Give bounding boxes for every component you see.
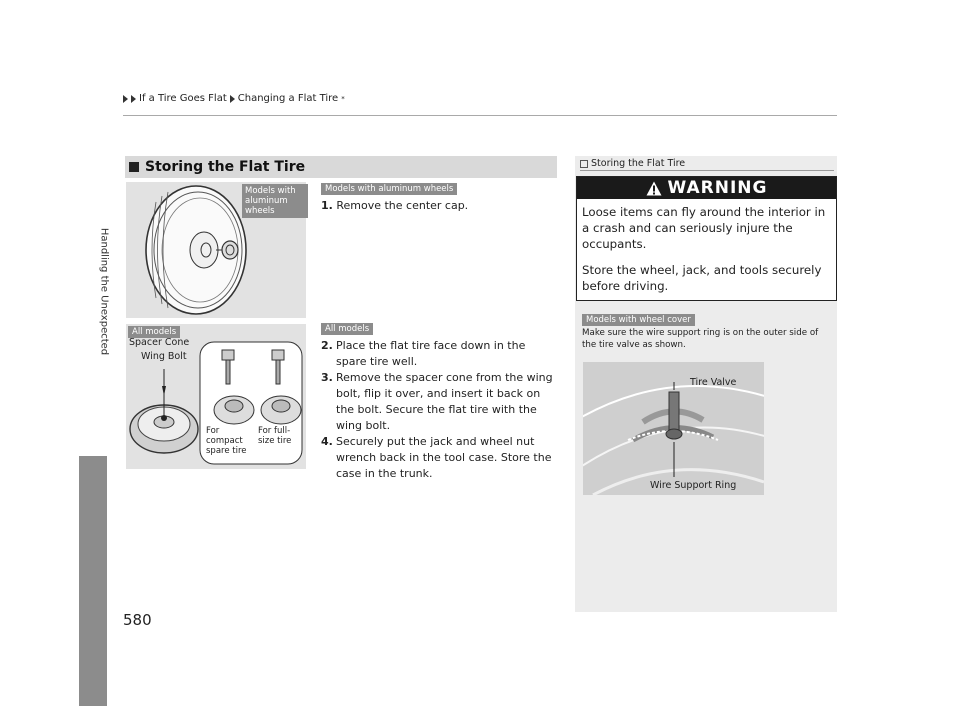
all-models-badge: All models — [321, 323, 373, 335]
sidebar-note: Make sure the wire support ring is on the outer side of the tire valve as shown. — [582, 328, 819, 350]
step-number: 3. — [321, 371, 333, 384]
warning-title: WARNING — [667, 178, 768, 198]
step-4 — [321, 434, 559, 482]
warning-header — [577, 177, 836, 199]
full-size-label: For full-size tire — [258, 426, 292, 446]
square-bullet-icon — [129, 162, 139, 172]
tire-valve-label: Tire Valve — [690, 377, 737, 388]
step-1 — [321, 198, 557, 214]
wing-bolt-label: Wing Bolt — [141, 351, 187, 362]
step-3 — [321, 370, 559, 434]
compact-spare-label: For compact spare tire — [206, 426, 247, 456]
steps-list — [321, 338, 559, 482]
arrow-icon — [123, 95, 128, 103]
section-title: Storing the Flat Tire — [145, 159, 306, 175]
image-label-aluminum: Models with aluminum wheels — [242, 184, 308, 218]
warning-text — [582, 204, 830, 304]
arrow-icon — [131, 95, 136, 103]
valve-drawing — [583, 362, 764, 495]
warning-paragraph-2: Store the wheel, jack, and tools securely before driving. — [582, 263, 822, 293]
sidebar-title-text: Storing the Flat Tire — [591, 158, 686, 169]
sidebar-rule — [580, 170, 834, 171]
wheel-cover-badge: Models with wheel cover — [582, 314, 695, 326]
warning-paragraph-1: Loose items can fly around the interior in a crash and can seriously injure the occupants. — [582, 205, 826, 251]
breadcrumb — [123, 93, 345, 104]
spacer-cone-label: Spacer Cone — [129, 337, 190, 348]
wire-ring-label: Wire Support Ring — [650, 480, 737, 491]
step-text: Securely put the jack and wheel nut wrench back in the tool case. Store the case in the trunk. — [336, 435, 552, 480]
breadcrumb-part1[interactable]: If a Tire Goes Flat — [139, 93, 227, 104]
image-label-all: All models — [128, 326, 180, 338]
step-number: 1. — [321, 199, 333, 212]
breadcrumb-marker: * — [341, 94, 345, 103]
step-text: Remove the spacer cone from the wing bolt, flip it over, and insert it back on the bolt. Secure the flat tire with the wing bolt. — [336, 371, 553, 432]
chapter-tab-block — [79, 456, 107, 706]
page-number: 580 — [123, 611, 152, 629]
section-heading — [125, 156, 557, 178]
arrow-icon — [230, 95, 235, 103]
side-tab — [98, 132, 110, 452]
step-2 — [321, 338, 559, 370]
breadcrumb-part2[interactable]: Changing a Flat Tire — [237, 93, 339, 104]
step-text: Place the flat tire face down in the spare tire well. — [336, 339, 526, 368]
side-tab-label: Handling the Unexpected — [98, 227, 110, 356]
step-text: Remove the center cap. — [336, 199, 469, 212]
models-aluminum-badge: Models with aluminum wheels — [321, 183, 457, 195]
reference-icon — [580, 160, 588, 168]
step-number: 4. — [321, 435, 333, 448]
header-rule — [123, 115, 837, 116]
warning-triangle-icon — [646, 181, 662, 196]
sidebar-title — [580, 158, 685, 169]
tire-valve-illustration — [583, 362, 764, 495]
step-number: 2. — [321, 339, 333, 352]
